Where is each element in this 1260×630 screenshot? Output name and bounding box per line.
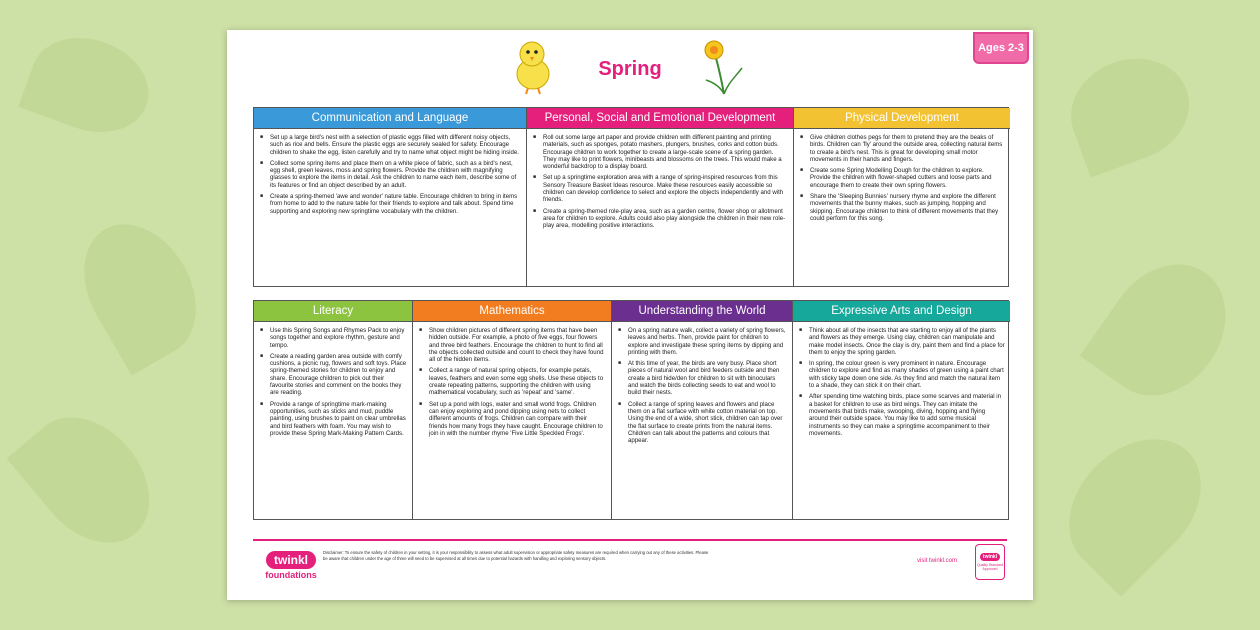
section-header-communication: Communication and Language (254, 108, 526, 129)
list-item: ■ Provide a range of springtime mark-making opportunities, such as sticks and mud, puddle painting, using brushes to paint on clear umbrellas and bird feathers with foam. You may wish to provide these Spring Mark-Making Pattern Cards. (260, 401, 407, 437)
list-item: ■ Use this Spring Songs and Rhymes Pack to enjoy songs together and explore rhythm, gesture and tempo. (260, 327, 407, 349)
bottom-sections-grid (253, 300, 1009, 520)
background-leaf-5 (1080, 241, 1250, 419)
section-list-communication (254, 129, 526, 222)
section-list-personal (527, 129, 793, 237)
section-list-understanding (612, 322, 792, 451)
section-list-mathematics (413, 322, 611, 444)
top-sections-grid (253, 107, 1009, 287)
section-expressive (793, 301, 1010, 519)
section-physical (794, 108, 1010, 286)
section-header-expressive: Expressive Arts and Design (793, 301, 1010, 322)
visit-link[interactable]: visit twinkl.com (917, 558, 958, 564)
list-item: ■ Roll out some large art paper and provide children with different painting and printing materials, such as sponges, potato mashers, plungers, brushes, corks and cotton buds. Encourage children to work together to create a large-scale scene of a spring garden. They may like to print flowers, minibeasts and blossoms on the trees. This would make a wonderful backdrop to a display board. (533, 134, 788, 170)
background-leaf-6 (1043, 413, 1227, 597)
badge-top-text: twinkl (980, 553, 1000, 561)
section-mathematics (413, 301, 612, 519)
list-item: ■ Give children clothes pegs for them to pretend they are the beaks of birds. Children can 'fly' around the outside area, collecting natural items to create a bird's nest. This is great for developing small motor movements in their hands and fingers. (800, 134, 1005, 163)
list-item: ■ Show children pictures of different spring items that have been hidden outside. For example, a photo of five eggs, four flowers and three bird feathers. Encourage the children to hunt to find all the objects collected outside and count to check they have found all of the hidden items. (419, 327, 606, 363)
list-item: ■ Set up a pond with logs, water and small world frogs. Children can enjoy exploring and pond dipping using nets to collect different amounts of frogs. Children can compare with their friends how many frogs they have caught. Encourage children to join in with the number rhyme 'Five Little Speckled Frogs'. (419, 401, 606, 437)
section-list-physical (794, 129, 1010, 229)
section-header-literacy: Literacy (254, 301, 412, 322)
quality-badge (975, 544, 1005, 580)
disclaimer-text: Disclaimer: To ensure the safety of children in your setting, it is your responsibility to assess what adult supervision or appropriate safety measures are required when carrying out any of these activities. Please be aware that children under the age of three will need to be supervised at all times due to potential hazards with handling and exploring sensory objects. (323, 550, 709, 561)
section-header-mathematics: Mathematics (413, 301, 611, 322)
list-item: ■ Create some Spring Modelling Dough for the children to explore. Provide the children with flower-shaped cutters and loose parts and encourage them to create their own spring flowers. (800, 167, 1005, 189)
section-personal (527, 108, 794, 286)
list-item: ■ Create a spring-themed role-play area, such as a garden centre, flower shop or allotment area for children to explore. Adults could also play alongside the children in their new role-play area, modelling positive interactions. (533, 208, 788, 230)
logo-bottom-text: foundations (265, 569, 317, 580)
list-item: ■ Create a spring-themed 'awe and wonder' nature table. Encourage children to bring in items from home to add to the nature table for their friends to explore and talk about. Spend time supporting and exploring new springtime vocabulary with the children. (260, 193, 521, 215)
logo-top-text: twinkl (266, 551, 316, 569)
twinkl-foundations-logo[interactable] (255, 545, 327, 585)
list-item: ■ Create a reading garden area outside with comfy cushions, a picnic rug, flowers and soft toys. Place spring-themed stories for children to enjoy and share. Encourage children to pick out their favourite stories and comment on the books they are reading. (260, 353, 407, 397)
page-title: Spring (598, 58, 662, 80)
section-understanding (612, 301, 793, 519)
section-header-understanding: Understanding the World (612, 301, 792, 322)
background-leaf-3 (7, 394, 174, 566)
list-item: ■ After spending time watching birds, place some scarves and material in a basket for children to use as bird wings. They can imitate the movements that birds make, swooping, diving, hopping and flying around their outside space. You may like to add some musical instruments so they can make a springtime accompaniment to their movements. (799, 393, 1005, 437)
list-item: ■ Collect a range of natural spring objects, for example petals, leaves, feathers and even some egg shells. Use these objects to create repeating patterns, supporting the children with using mathematical vocabulary, such as 'repeat' and 'same'. (419, 367, 606, 396)
ages-tab: Ages 2-3 (973, 32, 1029, 64)
list-item: ■ Set up a springtime exploration area with a range of spring-inspired resources from this Sensory Treasure Basket Ideas resource. Make these resources easily accessible so children can develop confidence to select and explore the objects independently and with friends. (533, 174, 788, 203)
background-leaf-4 (1057, 42, 1204, 177)
background-leaf-2 (62, 204, 219, 375)
daffodil-icon (702, 38, 746, 96)
background-leaf-1 (18, 22, 162, 148)
footer-divider (253, 539, 1007, 541)
section-list-literacy (254, 322, 412, 444)
badge-bottom-text: Quality Standard Approved (976, 563, 1004, 571)
section-header-personal: Personal, Social and Emotional Development (527, 108, 793, 129)
list-item: ■ Think about all of the insects that are starting to enjoy all of the plants and flowers as they emerge. Using clay, children can manipulate and make model insects. Once the clay is dry, paint them and find a place for them to enjoy the spring garden. (799, 327, 1005, 356)
list-item: ■ Collect a range of spring leaves and flowers and place them on a flat surface with white cotton material on top. Using the end of a wide, short stick, children can tap over the flat surface to create prints from the natural items. Children can talk about the patterns and colours that appear. (618, 401, 787, 445)
list-item: ■ Share the 'Sleeping Bunnies' nursery rhyme and explore the different movements that the bunny makes, such as jumping, hopping and skipping. Encourage children to think of different movements that they could perform for this song. (800, 193, 1005, 222)
section-list-expressive (793, 322, 1010, 444)
list-item: ■ On a spring nature walk, collect a variety of spring flowers, leaves and herbs. Then, provide paint for children to explore and investigate these spring items by dipping and printing with them. (618, 327, 787, 356)
section-header-physical: Physical Development (794, 108, 1010, 129)
list-item: ■ Collect some spring items and place them on a white piece of fabric, such as a bird's nest, egg shell, green leaves, moss and spring flowers. Provide the children with magnifying glasses to explore the items in detail. Ask the children to name each item, describe some of its features or find an object described by an adult. (260, 160, 521, 189)
list-item: ■ In spring, the colour green is very prominent in nature. Encourage children to explore and find as many shades of green using a paint chart with sticky tape down one side. As they find and match the natural item to a shade, they can stick it on their chart. (799, 360, 1005, 389)
activity-sheet (227, 30, 1033, 600)
section-literacy (254, 301, 413, 519)
list-item: ■ Set up a large bird's nest with a selection of plastic eggs filled with different noisy objects, such as rice and bells. Ensure the plastic eggs are securely sealed for safety. Encourage children to shake the egg, listen carefully and try to name what object might be hiding inside. (260, 134, 521, 156)
section-communication (254, 108, 527, 286)
list-item: ■ At this time of year, the birds are very busy. Place short pieces of natural wool and bird feeders outside and then create a bird hide/den for children to sit with binoculars and watch the birds collecting seeds to eat and wool to build their nests. (618, 360, 787, 396)
